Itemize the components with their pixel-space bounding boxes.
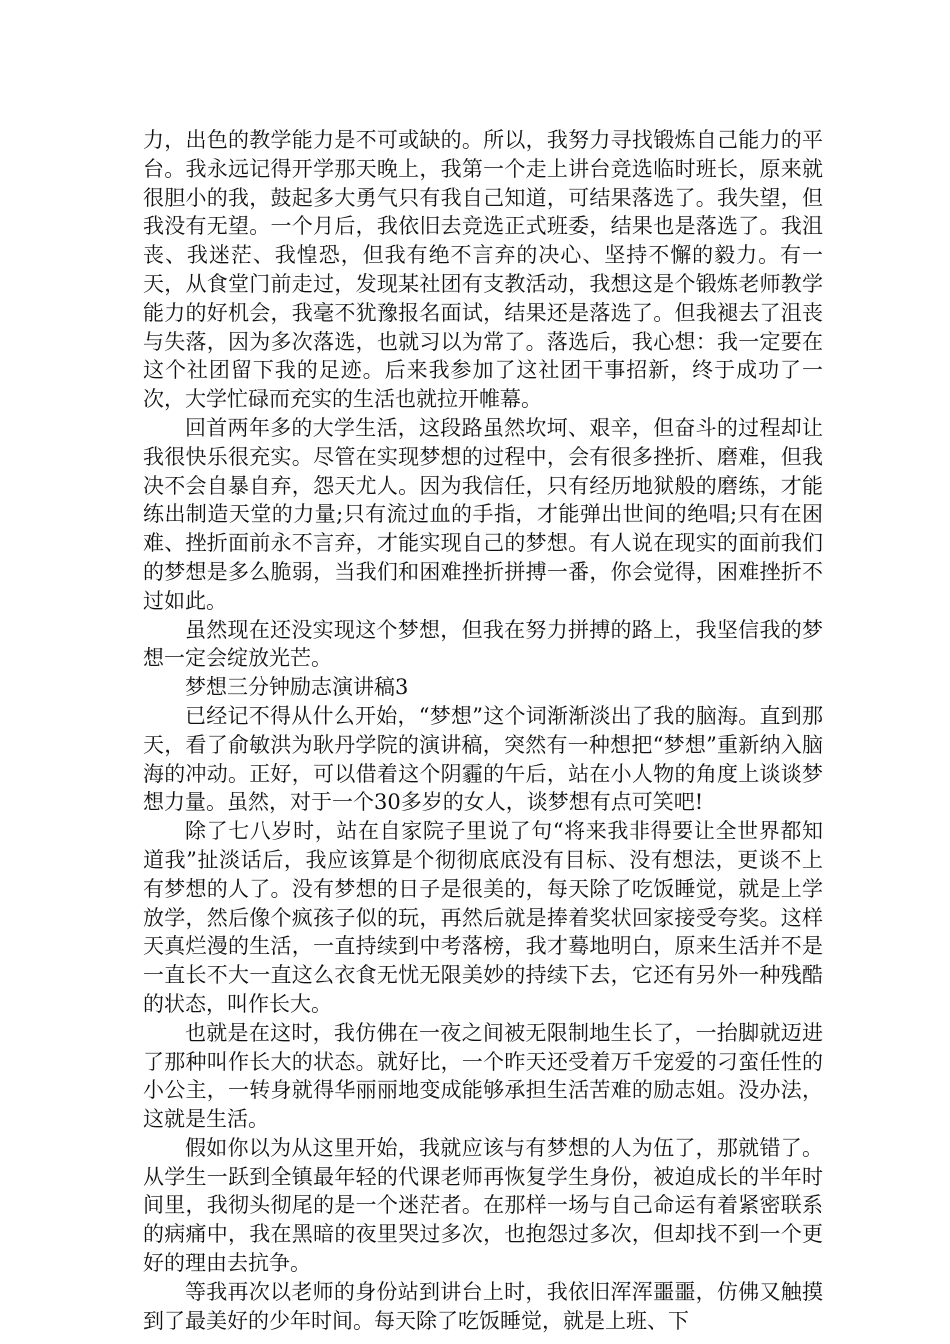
section-heading: 梦想三分钟励志演讲稿3 — [185, 675, 409, 700]
document-body — [143, 126, 823, 1335]
paragraph-3: 虽然现在还没实现这个梦想，但我在努力拼搏的路上，我坚信我的梦想一定会绽放光芒。 — [143, 617, 823, 671]
paragraph-5: 除了七八岁时，站在自家院子里说了句“将来我非得要让全世界都知道我”扯淡话后，我应该算是个彻彻底底没有目标、没有想法，更谈不上有梦想的人了。没有梦想的日子是很美的，每天除了吃饭睡觉，就是上学放学，然后像个疯孩子似的玩，再然后就是捧着奖状回家接受夸奖。这样天真烂漫的生活，一直持续到中考落榜，我才蓦地明白，原来生活并不是一直长不大一直这么衣食无忧无限美妙的持续下去，它还有另外一种残酷的状态，叫作长大。 — [143, 819, 823, 1016]
paragraph-4: 已经记不得从什么开始，“梦想”这个词渐渐淡出了我的脑海。直到那天，看了俞敏洪为耿丹学院的演讲稿，突然有一种想把“梦想”重新纳入脑海的冲动。正好，可以借着这个阴霾的午后，站在小人物的角度上谈谈梦想力量。虽然，对于一个30多岁的女人，谈梦想有点可笑吧! — [143, 703, 823, 815]
paragraph-1: 力，出色的教学能力是不可或缺的。所以，我努力寻找锻炼自己能力的平台。我永远记得开学那天晚上，我第一个走上讲台竞选临时班长，原来就很胆小的我，鼓起多大勇气只有我自己知道，可结果落选了。我失望，但我没有无望。一个月后，我依旧去竞选正式班委，结果也是落选了。我沮丧、我迷茫、我惶恐，但我有绝不言弃的决心、坚持不懈的毅力。有一天，从食堂门前走过，发现某社团有支教活动，我想这是个锻炼老师教学能力的好机会，我毫不犹豫报名面试，结果还是落选了。但我褪去了沮丧与失落，因为多次落选，也就习以为常了。落选后，我心想：我一定要在这个社团留下我的足迹。后来我参加了这社团干事招新，终于成功了一次，大学忙碌而充实的生活也就拉开帷幕。 — [143, 128, 823, 412]
paragraph-2: 回首两年多的大学生活，这段路虽然坎坷、艰辛，但奋斗的过程却让我很快乐很充实。尽管在实现梦想的过程中，会有很多挫折、磨难，但我决不会自暴自弃，怨天尤人。因为我信任，只有经历地狱般的磨练，才能练出制造天堂的力量;只有流过血的手指，才能弹出世间的绝唱;只有在困难、挫折面前永不言弃，才能实现自己的梦想。有人说在现实的面前我们的梦想是多么脆弱，当我们和困难挫折拼搏一番，你会觉得，困难挫折不过如此。 — [143, 415, 823, 613]
paragraph-7: 假如你以为从这里开始，我就应该与有梦想的人为伍了，那就错了。从学生一跃到全镇最年轻的代课老师再恢复学生身份，被迫成长的半年时间里，我彻头彻尾的是一个迷茫者。在那样一场与自己命运有着紧密联系的病痛中，我在黑暗的夜里哭过多次，也抱怨过多次，但却找不到一个更好的理由去抗争。 — [143, 1135, 823, 1276]
paragraph-6: 也就是在这时，我仿佛在一夜之间被无限制地生长了，一抬脚就迈进了那种叫作长大的状态。就好比，一个昨天还受着万千宠爱的刁蛮任性的小公主，一转身就得华丽丽地变成能够承担生活苦难的励志姐。没办法，这就是生活。 — [143, 1020, 823, 1132]
paragraph-8: 等我再次以老师的身份站到讲台上时，我依旧浑浑噩噩，仿佛又触摸到了最美好的少年时间。每天除了吃饭睡觉，就是上班、下 — [143, 1279, 823, 1333]
